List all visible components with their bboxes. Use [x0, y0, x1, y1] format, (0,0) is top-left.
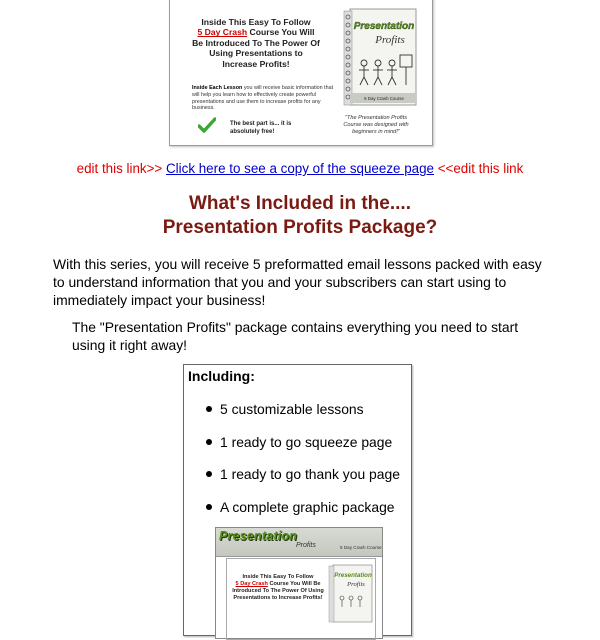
bullet-icon [206, 439, 212, 445]
squeeze-quote: "The Presentation Profits Course was designed with beginners in mind!" [343, 115, 409, 135]
squeeze-headline-pre: Inside This Easy To Follow [201, 17, 311, 27]
mini-product-box-image [328, 564, 374, 624]
list-item: 5 customizable lessons [184, 401, 411, 434]
including-list [184, 401, 411, 531]
series-description: With this series, you will receive 5 preformatted email lessons packed with easy to understand information that you and your subscribers can start using to immediately impact your business! [53, 256, 542, 308]
squeeze-headline [192, 17, 320, 69]
graphic-package-preview-image [215, 527, 383, 639]
squeeze-headline-post: Course You Will Be Introduced To The Power Of Using Presentations to Increase Profits! [192, 27, 320, 69]
including-box [183, 364, 412, 636]
bullet-icon [206, 504, 212, 510]
mini-logo: Presentation [219, 529, 298, 543]
svg-text:Profits: Profits [347, 581, 365, 588]
edit-link-left: edit this link>> [76, 161, 163, 176]
squeeze-body-copy: you will receive basic information that will help you learn how to effectively create powerful presentations and use them to increase profits for any business. [192, 85, 334, 112]
heading-line-2: Presentation Profits Package? [162, 217, 438, 238]
squeeze-body-text [192, 85, 342, 112]
product-box-image [342, 7, 420, 109]
mini-header [216, 528, 382, 557]
squeeze-page-link-line [0, 161, 600, 176]
list-item: 1 ready to go squeeze page [184, 434, 411, 467]
checkmark-icon [198, 117, 216, 133]
bullet-icon [206, 471, 212, 477]
squeeze-page-preview-image [169, 0, 433, 146]
squeeze-page-link[interactable]: Click here to see a copy of the squeeze page [166, 161, 434, 176]
heading-line-1: What's Included in the.... [189, 193, 411, 214]
whats-included-heading [0, 192, 600, 240]
including-title: Including: [188, 368, 255, 384]
mini-logo-sub: Profits [296, 542, 316, 549]
bullet-icon [206, 406, 212, 412]
squeeze-headline-red: 5 Day Crash [197, 27, 248, 38]
squeeze-best-part: The best part is... it is absolutely free! [230, 121, 292, 135]
svg-text:5 Day Crash Course: 5 Day Crash Course [364, 96, 404, 101]
edit-link-right: <<edit this link [437, 161, 524, 176]
mini-headline: Inside This Easy To Follow 5 Day Crash Course You Will Be Introduced To The Power Of Using Presentations to Increase Profits! [232, 574, 324, 602]
package-description: The "Presentation Profits" package contains everything you need to start using it right away! [72, 319, 519, 353]
svg-text:Profits: Profits [375, 34, 405, 46]
mini-course-label: 5 Day Crash Course [340, 545, 382, 550]
list-item: A complete graphic package [184, 499, 411, 532]
squeeze-body-bold: Inside Each Lesson [192, 85, 243, 91]
list-item: 1 ready to go thank you page [184, 466, 411, 499]
svg-text:Presentation: Presentation [334, 572, 372, 579]
svg-text:Presentation: Presentation [353, 21, 415, 32]
